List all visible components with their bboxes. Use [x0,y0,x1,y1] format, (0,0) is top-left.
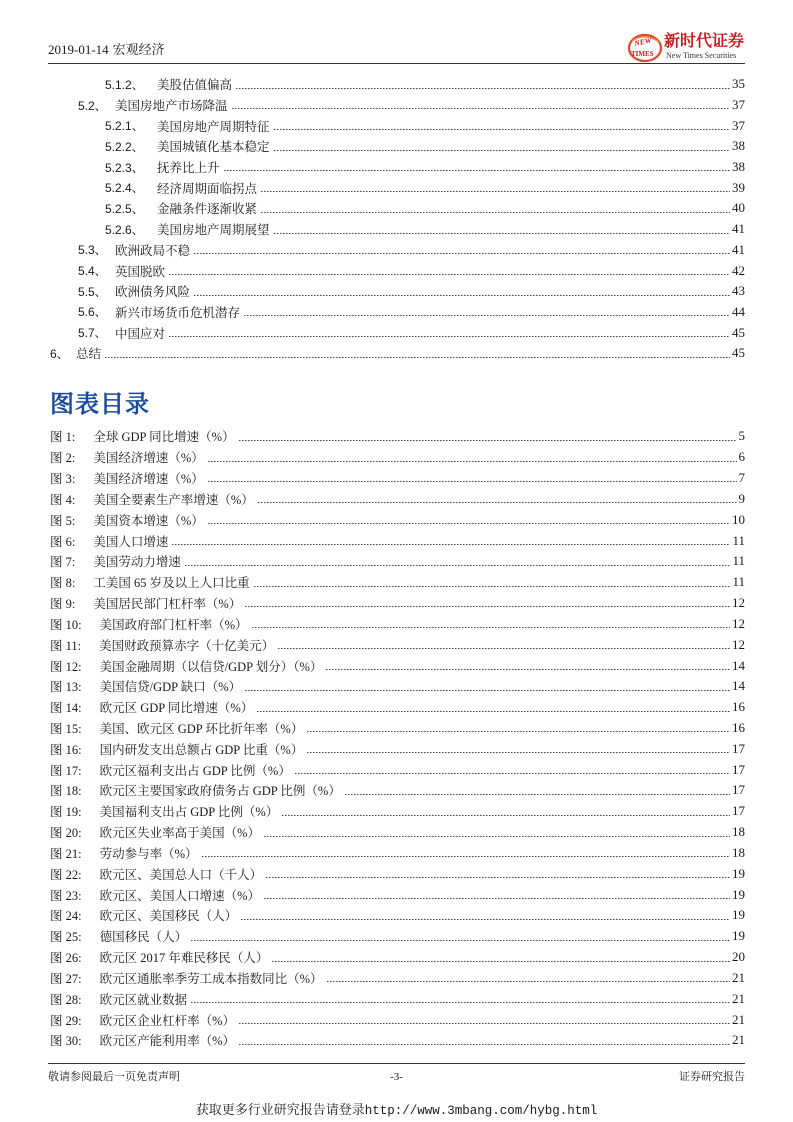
dot-leader [307,752,730,753]
figure-entry-page: 20 [732,949,745,965]
figure-entry-label: 图 8: [50,576,76,591]
toc-entry-title: 抚养比上升 [157,161,220,176]
dot-leader [105,357,730,358]
figure-entry-title: 国内研发支出总额占 GDP 比重（%） [99,742,304,757]
figure-entry[interactable] [48,780,745,801]
dot-leader [239,440,737,441]
figure-entry-label: 图 24: [50,909,82,924]
figure-entry[interactable] [48,447,745,468]
dot-leader [224,170,730,171]
figure-entry-label: 图 23: [50,888,82,903]
figure-entry-label: 图 17: [50,763,82,778]
figure-entry[interactable] [48,613,745,634]
brand-name-en: New Times Securities [666,51,737,60]
figure-entry[interactable] [48,468,745,489]
toc-entry-title: 美国房地产周期展望 [157,223,270,238]
toc-entry-title: 金融条件逐渐收紧 [157,202,258,217]
dot-leader [278,648,730,649]
dot-leader [274,129,730,130]
figure-entry-title: 欧元区主要国家政府债务占 GDP 比例（%） [99,784,341,799]
dot-leader [345,794,730,795]
figure-entry-label: 图 20: [50,826,82,841]
toc-entry-page: 45 [732,345,745,361]
figure-entry-page: 12 [732,595,745,611]
figure-entry-page: 7 [738,470,745,486]
figure-entry-page: 21 [732,990,745,1006]
dot-leader [264,898,730,899]
figure-entry-title: 美国信贷/GDP 缺口（%） [99,680,242,695]
figure-entry-label: 图 15: [50,722,82,736]
toc-entry-number: 5.6、 [78,305,107,320]
report-category: 宏观经济 [112,42,165,57]
toc-entry-title: 中国应对 [115,326,166,341]
figure-entry-title: 欧元区通胀率季劳工成本指数同比（%） [99,971,323,986]
toc-entry-title: 欧洲债务风险 [115,285,191,300]
figure-entry[interactable] [48,718,745,739]
figure-entry-page: 16 [732,699,745,715]
figure-entry-label: 图 12: [50,659,82,674]
logo-mark-bottom: TIMES [631,50,654,58]
dot-leader [245,606,730,607]
figure-entry-label: 图 27: [50,971,82,986]
toc-entry-page: 39 [732,179,745,195]
toc-entry-number: 6、 [50,346,69,361]
figure-entry[interactable] [48,738,745,759]
figure-entry-title: 欧元区企业杠杆率（%） [99,1013,236,1028]
figure-entry-label: 图 10: [50,617,82,632]
toc-entry-number: 5.2.3、 [105,160,144,175]
toc-entry-number: 5.1.2、 [105,77,144,92]
brand-name-cn: 新时代证券 [664,33,745,50]
figure-entry-label: 图 7: [50,555,76,570]
toc-entry-number: 5.2.1、 [105,119,144,134]
figure-entry-title: 德国移民（人） [99,930,188,945]
figure-entry[interactable] [48,1030,745,1051]
figure-entry[interactable] [48,655,745,676]
figure-entry-page: 16 [732,720,745,735]
figure-entry-title: 美国人口增速 [93,534,169,549]
figure-entry-label: 图 19: [50,805,82,820]
figure-entry-page: 19 [732,865,745,881]
toc-entry-number: 5.7、 [78,326,107,341]
figure-entry-page: 17 [732,740,745,756]
dot-leader [194,253,730,254]
toc-entry[interactable] [48,74,745,95]
figure-entry[interactable] [48,676,745,697]
figure-entry-page: 10 [732,511,745,527]
figure-entry-label: 图 18: [50,784,82,799]
toc-entry-title: 经济周期面临拐点 [157,181,258,196]
dot-leader [185,565,731,566]
dot-leader [295,773,730,774]
footer-rule [48,1063,745,1064]
figure-entry-title: 全球 GDP 同比增速（%） [93,430,235,445]
dot-leader [244,315,730,316]
figure-entry-title: 工美国 65 岁及以上人口比重 [93,576,250,591]
figure-entry-page: 21 [732,1032,745,1048]
dot-leader [208,523,730,524]
figure-entry-title: 美国居民部门杠杆率（%） [93,597,242,612]
toc-entry-page: 40 [732,200,745,216]
figure-entry-title: 美国、欧元区 GDP 环比折年率（%） [99,722,304,736]
figure-entry-page: 17 [732,803,745,819]
dot-leader [172,544,730,545]
figure-entry[interactable] [48,572,745,593]
figure-entry-label: 图 25: [50,930,82,945]
dot-leader [194,295,730,296]
figure-entry[interactable] [48,863,745,884]
dot-leader [261,191,730,192]
report-date: 2019-01-14 [48,42,109,57]
figure-entry-page: 21 [732,1011,745,1027]
figure-entry-title: 美国资本增速（%） [93,513,204,528]
figure-entry-title: 欧元区产能利用率（%） [99,1034,236,1049]
figure-entry-page: 12 [732,615,745,631]
dot-leader [202,856,730,857]
toc-entry[interactable] [48,322,745,343]
figure-entry-title: 美国福利支出占 GDP 比例（%） [99,805,279,820]
figure-entry-label: 图 6: [50,534,76,549]
figure-entry[interactable] [48,947,745,968]
figure-entry-label: 图 29: [50,1013,82,1028]
figure-entry-page: 11 [732,532,745,548]
figure-entry-label: 图 16: [50,742,82,757]
dot-leader [191,940,730,941]
figure-entry-page: 6 [738,449,745,465]
figure-entry-label: 图 28: [50,992,82,1007]
figure-entry[interactable] [48,926,745,947]
figure-entry-label: 图 26: [50,951,82,966]
table-of-contents [48,74,745,364]
figure-entry-label: 图 30: [50,1034,82,1049]
promo-link[interactable]: http://www.3mbang.com/hybg.html [364,1104,598,1118]
toc-entry[interactable] [48,281,745,302]
dot-leader [266,877,730,878]
figure-entry-title: 欧元区福利支出占 GDP 比例（%） [99,763,291,778]
toc-entry-title: 总结 [76,347,102,362]
dot-leader [245,690,730,691]
dot-leader [252,627,730,628]
toc-entry[interactable] [48,302,745,323]
toc-entry[interactable] [48,198,745,219]
figure-entry[interactable] [48,884,745,905]
figure-entry-page: 19 [732,886,745,902]
toc-entry-title: 欧洲政局不稳 [115,243,191,258]
toc-entry-page: 37 [732,117,745,133]
toc-entry-page: 41 [732,241,745,257]
figure-entry-page: 11 [732,553,745,569]
figure-entry-label: 图 9: [50,597,76,612]
dot-leader [169,274,730,275]
list-of-figures [48,426,745,1051]
new-times-logo-icon [626,32,664,64]
figure-entry[interactable] [48,530,745,551]
dot-leader [257,711,730,712]
figure-entry-page: 19 [732,907,745,923]
figure-entry[interactable] [48,759,745,780]
figure-entry-title: 美国政府部门杠杆率（%） [99,617,248,632]
toc-entry-page: 42 [732,262,745,278]
figure-entry[interactable] [48,905,745,926]
header-rule [48,63,745,64]
toc-entry-number: 5.2.4、 [105,181,144,196]
toc-entry[interactable] [48,260,745,281]
figure-entry-page: 14 [732,678,745,694]
dot-leader [326,669,730,670]
figure-entry[interactable] [48,988,745,1009]
figure-entry-page: 17 [732,761,745,777]
toc-entry-title: 美股估值偏高 [157,78,233,93]
logo-mark-top: NEW [633,35,653,48]
toc-entry-page: 43 [732,283,745,299]
footer-disclaimer: 敬请参阅最后一页免责声明 [48,1071,180,1083]
dot-leader [232,108,730,109]
figure-entry-page: 17 [732,782,745,798]
toc-entry-number: 5.2.2、 [105,139,144,154]
toc-entry[interactable] [48,343,745,364]
promo-line [0,1102,793,1119]
toc-entry-page: 35 [732,76,745,92]
toc-entry-title: 美国房地产周期特征 [157,119,270,134]
figures-heading: 图表目录 [50,392,150,418]
dot-leader [327,981,730,982]
figure-entry-page: 12 [732,636,745,652]
figure-entry[interactable] [48,551,745,572]
figure-entry-label: 图 13: [50,680,82,695]
dot-leader [272,961,730,962]
toc-entry[interactable] [48,177,745,198]
figure-entry-page: 11 [732,574,745,590]
figure-entry-title: 欧元区 GDP 同比增速（%） [99,701,254,716]
toc-entry[interactable] [48,240,745,261]
toc-entry-number: 5.2.6、 [105,222,144,237]
figure-entry-title: 美国劳动力增速 [93,555,181,570]
report-type: 证券研究报告 [679,1071,745,1083]
figure-entry-title: 美国全要素生产率增速（%） [93,492,254,507]
dot-leader [258,502,737,503]
report-header-meta [48,42,165,58]
dot-leader [208,461,737,462]
toc-entry-page: 41 [732,221,745,237]
figure-entry-page: 18 [732,824,745,840]
figure-entry-label: 图 1: [50,430,76,445]
figure-entry-title: 欧元区、美国总人口（千人） [99,867,263,882]
dot-leader [236,88,730,89]
toc-entry-page: 37 [732,97,745,113]
figure-entry-title: 欧元区 2017 年难民移民（人） [99,951,269,966]
figure-entry[interactable] [48,822,745,843]
figure-entry[interactable] [48,509,745,530]
toc-entry-number: 5.3、 [78,243,107,258]
figure-entry[interactable] [48,593,745,614]
figure-entry-label: 图 22: [50,867,82,882]
figure-entry-page: 9 [738,490,745,506]
dot-leader [169,336,730,337]
dot-leader [208,481,737,482]
figure-entry-label: 图 4: [50,492,76,507]
figure-entry[interactable] [48,1009,745,1030]
toc-entry-title: 新兴市场货币危机潜存 [115,305,241,320]
figure-entry-page: 21 [732,969,745,985]
figure-entry-title: 美国财政预算赤字（十亿美元） [99,638,275,653]
dot-leader [254,586,731,587]
toc-entry[interactable] [48,219,745,240]
toc-entry-title: 美国房地产市场降温 [115,99,228,114]
figure-entry-page: 14 [732,657,745,673]
figure-entry-label: 图 3: [50,472,76,487]
figure-entry-title: 美国金融周期（以信贷/GDP 划分）（%） [99,659,323,674]
toc-entry[interactable] [48,157,745,178]
toc-entry-title: 美国城镇化基本稳定 [157,140,270,155]
dot-leader [191,1002,730,1003]
toc-entry-page: 38 [732,138,745,154]
dot-leader [239,1023,730,1024]
promo-text: 获取更多行业研究报告请登录 [195,1102,365,1117]
figure-entry[interactable] [48,843,745,864]
figure-entry[interactable] [48,488,745,509]
figure-entry-title: 欧元区、美国人口增速（%） [99,888,261,903]
figure-entry-page: 5 [738,428,745,444]
toc-entry-number: 5.2、 [78,98,107,113]
dot-leader [282,815,730,816]
figure-entry-title: 欧元区失业率高于美国（%） [99,826,261,841]
dot-leader [241,919,730,920]
figure-entry-label: 图 2: [50,451,76,466]
dot-leader [261,212,730,213]
figure-entry-title: 欧元区、美国移民（人） [99,909,238,924]
toc-entry-number: 5.4、 [78,264,107,279]
toc-entry-title: 英国脱欧 [115,264,166,279]
figure-entry[interactable] [48,968,745,989]
figure-entry[interactable] [48,801,745,822]
figure-entry-title: 劳动参与率（%） [99,846,198,861]
toc-entry-page: 44 [732,303,745,319]
dot-leader [274,150,730,151]
figure-entry-label: 图 21: [50,846,82,861]
figure-entry-label: 图 14: [50,701,82,716]
figure-entry[interactable] [48,634,745,655]
toc-entry[interactable] [48,115,745,136]
toc-entry-number: 5.2.5、 [105,201,144,216]
figure-entry[interactable] [48,697,745,718]
dot-leader [239,1044,730,1045]
toc-entry-number: 5.5、 [78,284,107,299]
figure-entry-title: 欧元区就业数据 [99,992,188,1007]
dot-leader [264,836,730,837]
toc-entry[interactable] [48,136,745,157]
toc-entry-page: 45 [732,324,745,340]
figure-entry-label: 图 11: [50,638,82,653]
figure-entry-title: 美国经济增速（%） [93,472,204,487]
dot-leader [274,233,730,234]
page-number: -3- [390,1071,403,1083]
dot-leader [307,731,730,732]
toc-entry-page: 38 [732,159,745,175]
figure-entry[interactable] [48,426,745,447]
toc-entry[interactable] [48,95,745,116]
figure-entry-page: 19 [732,928,745,944]
figure-entry-page: 18 [732,844,745,860]
figure-entry-title: 美国经济增速（%） [93,451,204,466]
figure-entry-label: 图 5: [50,513,76,528]
